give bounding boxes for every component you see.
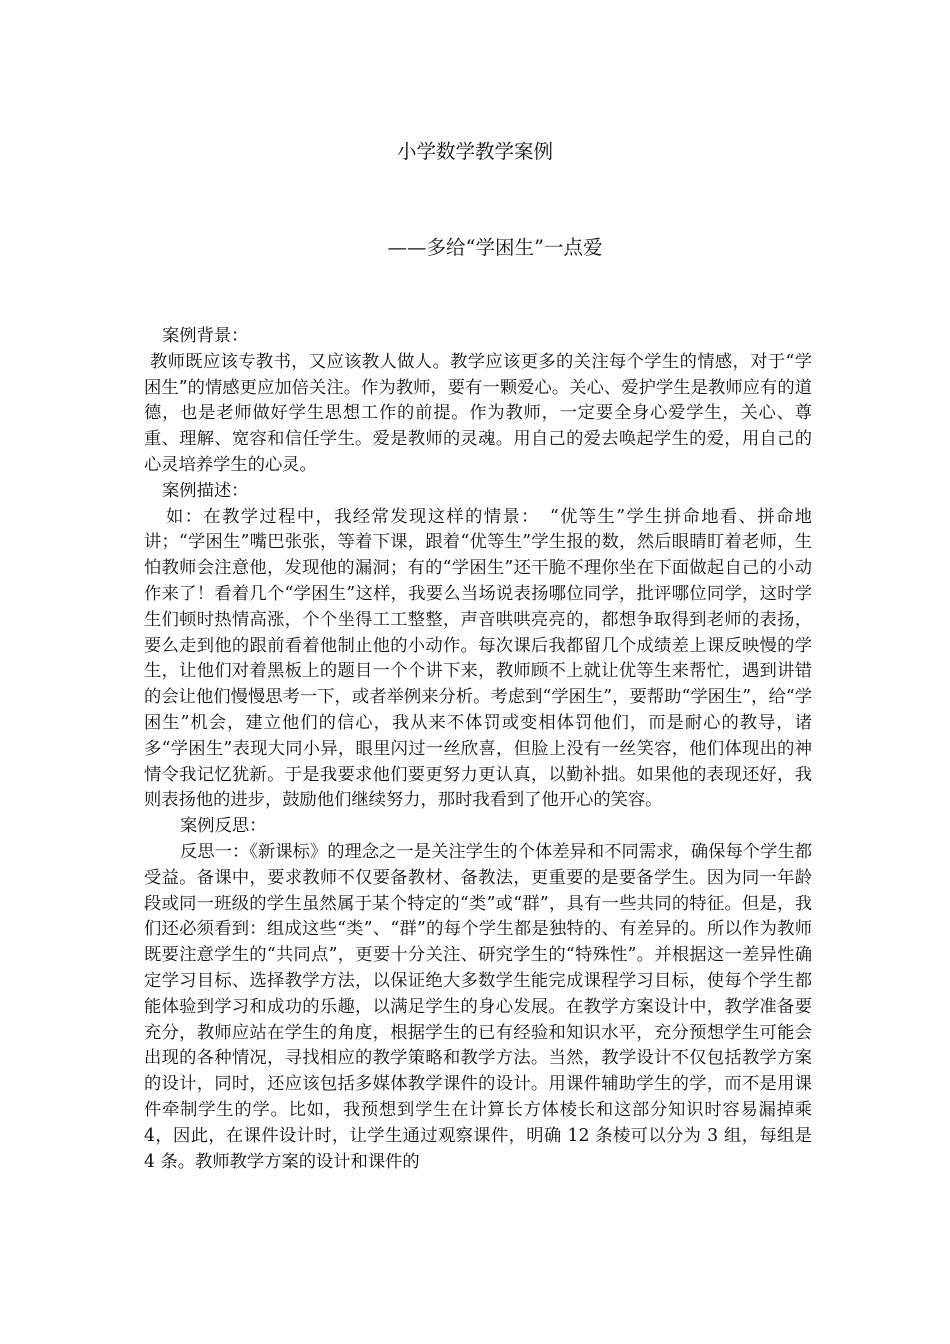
paragraph-reflection: 反思一：《新课标》的理念之一是关注学生的个体差异和不同需求，确保每个学生都受益。备课中，要求教师不仅要备教材、备教法，更重要的是要备学生。因为同一年龄段或同一班级的学生虽然属于某个特定的“类”或“群”，具有一些共同的特征。但是，我们还必须看到：组成这些“类”、“群”的每个学生都是独特的、有差异的。所以作为教师既要注意学生的“共同点”，更要十分关注、研究学生的“特殊性”。并根据这一差异性确定学习目标、选择教学方法，以保证绝大多数学生能完成课程学习目标，使每个学生都能体验到学习和成功的乐趣，以满足学生的身心发展。在教学方案设计中，教学准备要充分，教师应站在学生的角度，根据学生的已有经验和知识水平，充分预想学生可能会出现的各种情况，寻找相应的教学策略和教学方法。当然，教学设计不仅包括教学方案的设计，同时，还应该包括多媒体教学课件的设计。用课件辅助学生的学，而不是用课件牵制学生的学。比如，我预想到学生在计算长方体棱长和这部分知识时容易漏掉乘 4，因此，在课件设计时，让学生通过观察课件，明确 12 条棱可以分为 3 组，每组是 4 条。教师教学方案的设计和课件的 (144, 841, 812, 1172)
document-title: 小学数学教学案例 (396, 140, 553, 163)
section-heading-description: 案例描述： (162, 480, 249, 501)
section-heading-background: 案例背景： (162, 326, 249, 346)
document-subtitle: ——多给“学困生”一点爱 (387, 236, 603, 259)
document-body (144, 324, 812, 1175)
paragraph-background: 教师既应该专教书，又应该教人做人。教学应该更多的关注每个学生的情感，对于“学困生”的情感更应加倍关注。作为教师，要有一颗爱心。关心、爱护学生是教师应有的道德，也是老师做好学生思想工作的前提。作为教师，一定要全身心爱学生，关心、尊重、理解、宽容和信任学生。爱是教师的灵魂。用自己的爱去唤起学生的爱，用自己的心灵培养学生的心灵。 (144, 351, 812, 475)
section-heading-reflection: 案例反思： (180, 816, 267, 837)
paragraph-description: 如：在教学过程中，我经常发现这样的情景： “优等生”学生拼命地看、拼命地讲；“学困生”嘴巴张张，等着下课，跟着“优等生”学生报的数，然后眼睛盯着老师，生怕教师会注意他，发现他的漏洞；有的“学困生”还干脆不理你坐在下面做起自己的小动作来了！看着几个“学困生”这样，我要么当场说表扬哪位同学，批评哪位同学，这时学生们顿时热情高涨，个个坐得工工整整，声音哄哄亮亮的，都想争取得到老师的表扬，要么走到他的跟前看着他制止他的小动作。每次课后我都留几个成绩差上课反映慢的学生，让他们对着黑板上的题目一个个讲下来，教师顾不上就让优等生来帮忙，遇到讲错的会让他们慢慢思考一下，或者举例来分析。考虑到“学困生”，要帮助“学困生”，给“学困生”机会，建立他们的信心，我从来不体罚或变相体罚他们，而是耐心的教导，诸多“学困生”表现大同小异，眼里闪过一丝欣喜，但脸上没有一丝笑容，他们体现出的神情令我记忆犹新。于是我要求他们要更努力更认真，以勤补拙。如果他的表现还好，我则表扬他的进步，鼓励他们继续努力，那时我看到了他开心的笑容。 (144, 506, 812, 811)
